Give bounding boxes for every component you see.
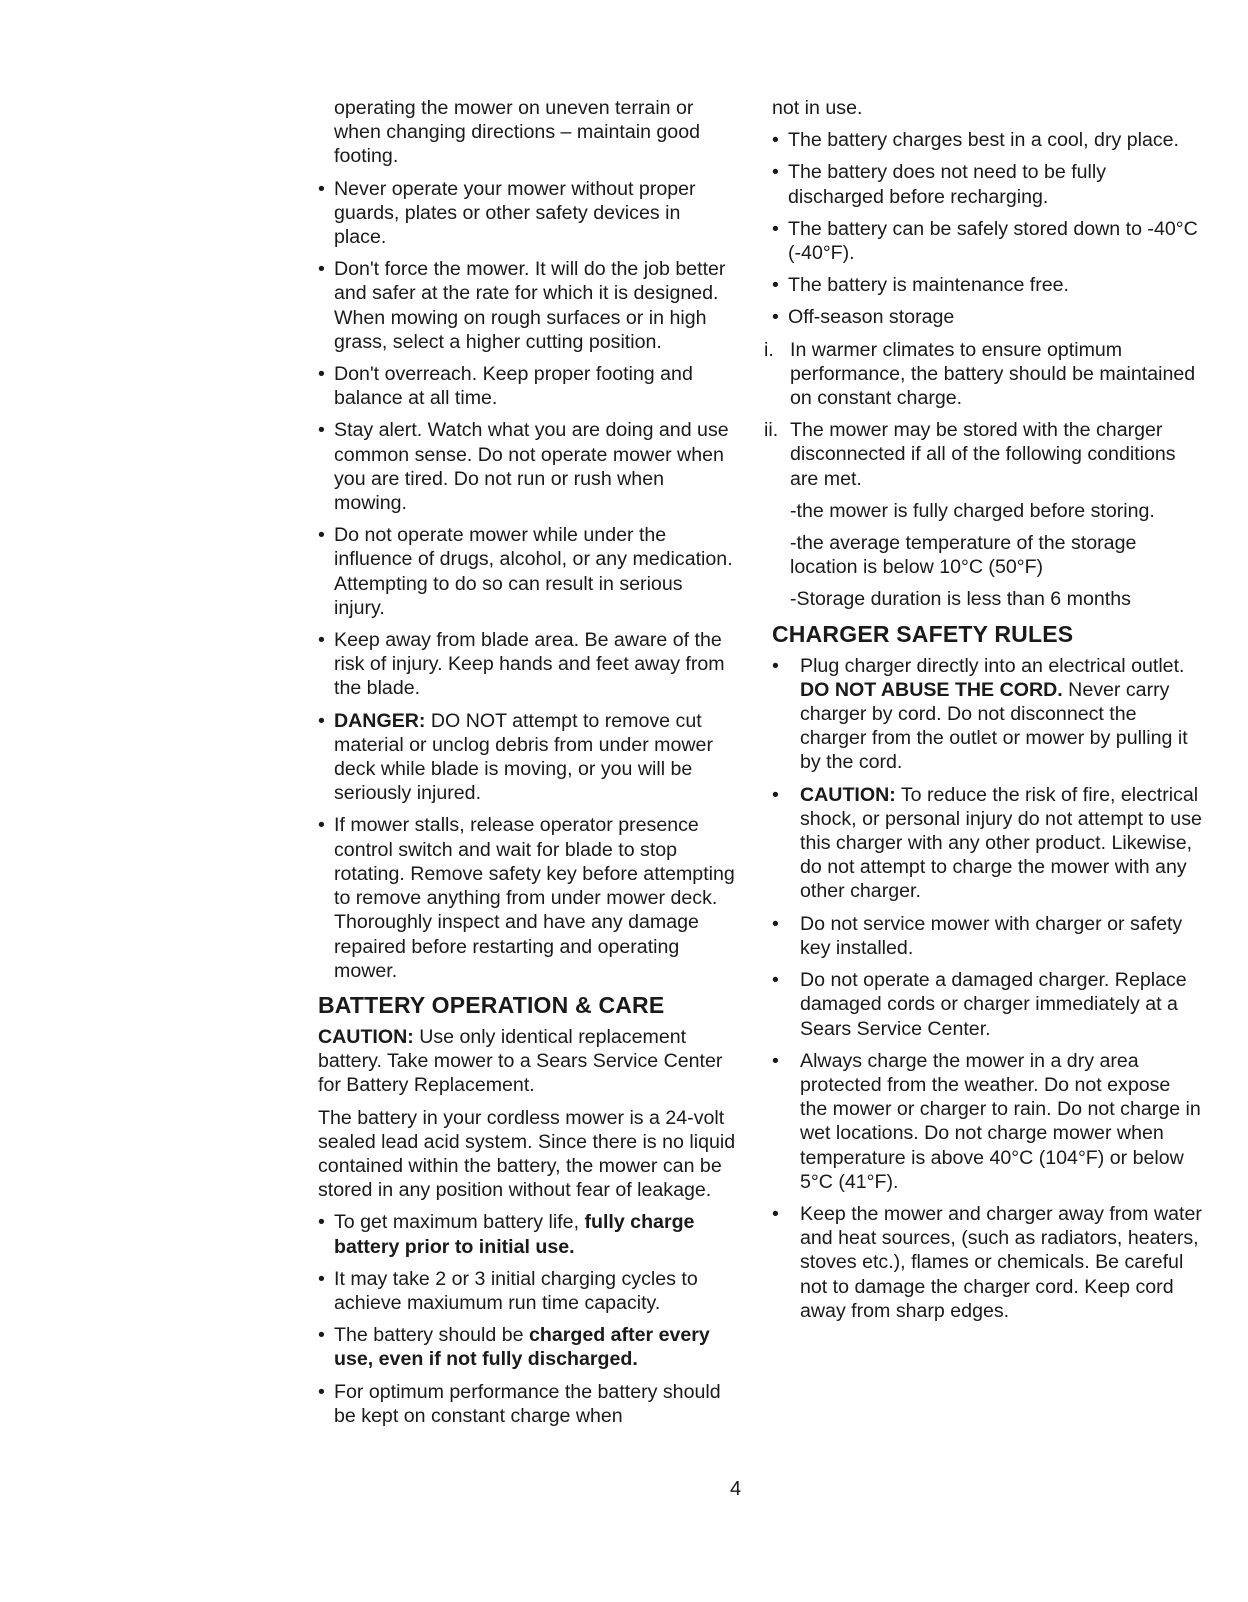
charger-heading: CHARGER SAFETY RULES xyxy=(772,620,1074,647)
battery-caution xyxy=(318,1025,738,1098)
list-item: • The battery is maintenance free. xyxy=(772,273,1202,297)
caution-text: Use only identical replacement battery. Take mower to a Sears Service Center for Battery Replacement. xyxy=(318,1025,723,1097)
list-item: • Off-season storage xyxy=(772,305,1202,329)
list-item: • The battery charges best in a cool, dry place. xyxy=(772,128,1202,152)
condition-item: -Storage duration is less than 6 months xyxy=(790,588,1131,611)
danger-item xyxy=(318,709,738,806)
roman-text: The mower may be stored with the charger disconnected if all of the following conditions are met. xyxy=(790,419,1176,490)
bold-span: charged after every use, even if not fully discharged. xyxy=(334,1324,710,1371)
text-span: Plug charger directly into an electrical outlet. xyxy=(800,654,1185,677)
roman-marker: ii. xyxy=(764,419,779,442)
list-item: • If mower stalls, release operator presence control switch and wait for blade to stop rotating. Remove safety key before attempting to remove anything from under mower deck. Thoroughly inspect and have any damage repaired before restarting and operating mower. xyxy=(318,813,738,982)
caution-label: CAUTION: xyxy=(318,1025,414,1048)
text-span: Never carry charger by cord. Do not disconnect the charger from the outlet or mower by pulling it by the cord. xyxy=(800,678,1188,774)
caution-label: CAUTION: xyxy=(800,783,896,806)
list-item xyxy=(318,1210,738,1258)
danger-label: DANGER: xyxy=(334,709,426,732)
text-span: To get maximum battery life, xyxy=(334,1211,585,1234)
roman-marker: i. xyxy=(764,338,774,361)
roman-item xyxy=(764,418,1202,491)
continued-text: not in use. xyxy=(772,97,863,119)
left-column xyxy=(318,96,738,1436)
text-span: To reduce the risk of fire, electrical shock, or personal injury do not attempt to use this charger with any other product. Likewise, do not attempt to charge the mower with any other charger. xyxy=(800,783,1202,903)
list-item xyxy=(772,654,1202,775)
list-item: • The battery does not need to be fully discharged before recharging. xyxy=(772,160,1202,208)
roman-text: In warmer climates to ensure optimum performance, the battery should be maintained on constant charge. xyxy=(790,338,1196,410)
list-item: • Always charge the mower in a dry area protected from the weather. Do not expose the mower or charger to rain. Do not charge in wet locations. Do not charge mower when temperature is above 40°C (104°F) or below 5°C (41°F). xyxy=(772,1049,1202,1194)
list-item: • Keep the mower and charger away from water and heat sources, (such as radiators, heaters, stoves etc.), flames or chemicals. Be careful not to damage the charger cord. Keep cord away from sharp edges. xyxy=(772,1202,1202,1323)
list-item: • Keep away from blade area. Be aware of the risk of injury. Keep hands and feet away from the blade. xyxy=(318,628,738,701)
list-item xyxy=(772,783,1202,904)
danger-text: DO NOT attempt to remove cut material or unclog debris from under mower deck while blade is moving, or you will be seriously injured. xyxy=(334,709,713,805)
list-item: • Do not service mower with charger or safety key installed. xyxy=(772,912,1202,960)
list-item: • Do not operate mower while under the influence of drugs, alcohol, or any medication. Attempting to do so can result in serious injury. xyxy=(318,523,738,620)
roman-item xyxy=(764,338,1202,411)
right-column xyxy=(764,96,1202,1331)
list-item: • For optimum performance the battery should be kept on constant charge when xyxy=(318,1380,738,1428)
page-number: 4 xyxy=(730,1478,742,1500)
text-span: The battery should be xyxy=(334,1324,529,1347)
list-item: • Don't force the mower. It will do the job better and safer at the rate for which it is designed. When mowing on rough surfaces or in high grass, select a higher cutting position. xyxy=(318,257,738,354)
list-item xyxy=(318,1323,738,1371)
list-item: • Stay alert. Watch what you are doing and use common sense. Do not operate mower when you are tired. Do not run or rush when mowing. xyxy=(318,418,738,515)
list-item: • It may take 2 or 3 initial charging cycles to achieve maxiumum run time capacity. xyxy=(318,1267,738,1315)
list-item: • The battery can be safely stored down to -40°C (-40°F). xyxy=(772,217,1202,265)
list-item: • Don't overreach. Keep proper footing and balance at all time. xyxy=(318,362,738,410)
bold-span: fully charge battery prior to initial use. xyxy=(334,1211,695,1258)
bold-span: DO NOT ABUSE THE CORD. xyxy=(800,678,1063,701)
list-item: • Never operate your mower without proper guards, plates or other safety devices in place. xyxy=(318,177,738,250)
condition-item: -the average temperature of the storage location is below 10°C (50°F) xyxy=(790,532,1137,579)
battery-heading: BATTERY OPERATION & CARE xyxy=(318,991,665,1018)
battery-paragraph: The battery in your cordless mower is a 24-volt sealed lead acid system. Since there is no liquid contained within the battery, the mower can be stored in any position without fear of leakage. xyxy=(318,1106,736,1202)
condition-item: -the mower is fully charged before storing. xyxy=(790,499,1155,522)
continued-text: operating the mower on uneven terrain or when changing directions – maintain good footing. xyxy=(334,97,700,168)
list-item: • Do not operate a damaged charger. Replace damaged cords or charger immediately at a Sears Service Center. xyxy=(772,968,1202,1041)
